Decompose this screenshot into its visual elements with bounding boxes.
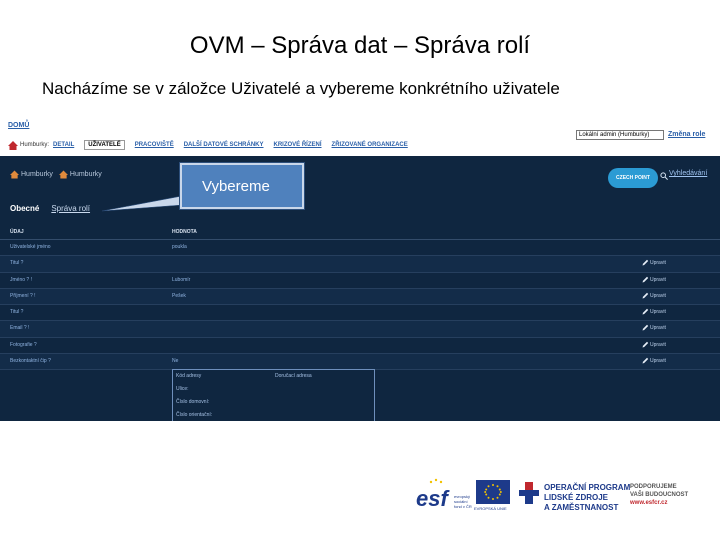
pencil-icon <box>642 259 649 266</box>
pencil-icon <box>642 324 649 331</box>
row-label: Jméno ? ! <box>10 276 32 283</box>
detail-tabs <box>10 204 90 213</box>
row-label: Fotografie ? <box>10 341 37 348</box>
pencil-icon <box>642 308 649 315</box>
orientation-number-label: Číslo orientační: <box>176 412 213 418</box>
row-label: Uživatelské jméno <box>10 244 51 250</box>
callout-box <box>180 163 304 209</box>
callout-text: Vybereme <box>202 178 270 195</box>
edit-button[interactable] <box>642 357 666 364</box>
home-icon <box>10 170 19 179</box>
col-item-header: ÚDAJ <box>10 229 24 235</box>
footer-logos <box>416 476 700 516</box>
address-panel <box>172 369 375 421</box>
tab-role-management[interactable]: Správa rolí <box>51 204 91 213</box>
table-row <box>0 289 720 305</box>
edit-button[interactable] <box>642 259 666 266</box>
pencil-icon <box>642 341 649 348</box>
support-url: www.esfcr.cz <box>630 500 668 506</box>
op-logo-icon <box>519 482 539 504</box>
breadcrumb-item[interactable]: Humburky <box>21 171 53 178</box>
edit-label: Upravit <box>650 341 666 348</box>
edit-label: Upravit <box>650 325 666 332</box>
tab-users[interactable]: UŽIVATELÉ <box>84 140 124 150</box>
op-program-text: OPERAČNÍ PROGRAM LIDSKÉ ZDROJE A ZAMĚSTNANOST <box>544 483 631 512</box>
czechpoint-logo: CZECH POINT <box>608 168 658 188</box>
table-row <box>0 256 720 272</box>
row-value: Ne <box>172 358 179 365</box>
edit-label: Upravit <box>650 309 666 316</box>
col-value-header: HODNOTA <box>172 229 197 235</box>
row-value: poukla <box>172 244 187 250</box>
breadcrumb <box>10 170 108 179</box>
user-table <box>0 226 720 370</box>
app-screenshot <box>0 118 720 421</box>
delivery-address-label: Doručací adresa <box>275 373 312 379</box>
table-row <box>0 273 720 289</box>
slide-subtitle: Nacházíme se v záložce Uživatelé a vybereme konkrétního uživatele <box>42 79 560 98</box>
table-row <box>0 321 720 337</box>
table-row <box>0 354 720 370</box>
edit-button[interactable] <box>642 341 666 348</box>
edit-button[interactable] <box>642 292 666 299</box>
role-select[interactable]: Lokální admin (Humburky) <box>576 130 664 140</box>
home-icon <box>8 141 18 150</box>
table-row <box>0 240 720 256</box>
edit-button[interactable] <box>642 308 666 315</box>
edit-label: Upravit <box>650 292 666 299</box>
table-header <box>0 226 720 240</box>
tab-crisis-management[interactable]: KRIZOVÉ ŘÍZENÍ <box>273 142 322 148</box>
row-label: Titul ? <box>10 309 24 316</box>
pencil-icon <box>642 276 649 283</box>
house-number-label: Číslo domovní: <box>176 399 210 405</box>
pencil-icon <box>642 292 649 299</box>
tab-general[interactable]: Obecné <box>10 204 40 213</box>
table-row <box>0 338 720 354</box>
edit-button[interactable] <box>642 324 666 331</box>
row-label: Titul ? <box>10 260 24 267</box>
change-role-link[interactable]: Změna role <box>668 131 706 138</box>
row-label: Příjmení ? ! <box>10 292 36 299</box>
row-value: Pešek <box>172 292 186 299</box>
pencil-icon <box>642 357 649 364</box>
eu-flag-icon <box>476 480 510 504</box>
eu-caption: EVROPSKÁ UNIE <box>474 506 507 511</box>
breadcrumb-item[interactable]: Humburky <box>69 171 102 178</box>
slide-title: OVM – Správa dat – Správa rolí <box>189 32 531 59</box>
main-nav <box>8 138 418 152</box>
app-header <box>0 118 720 156</box>
home-link[interactable]: DOMŮ <box>8 122 30 129</box>
edit-label: Upravit <box>650 260 666 267</box>
row-label: Bezkontaktní čip ? <box>10 358 51 365</box>
edit-label: Upravit <box>650 358 666 365</box>
row-label: Email ? ! <box>10 325 30 332</box>
tab-detail[interactable]: DETAIL <box>53 142 75 148</box>
esf-caption: evropský sociální fond v ČR <box>454 494 472 509</box>
tab-established-orgs[interactable]: ZŘIZOVANÉ ORGANIZACE <box>331 142 408 148</box>
edit-button[interactable] <box>642 276 666 283</box>
org-label: Humburky: <box>20 142 50 148</box>
address-code-label: Kód adresy <box>176 373 202 379</box>
table-row <box>0 305 720 321</box>
street-label: Ulice: <box>176 386 189 392</box>
home-icon <box>59 170 68 179</box>
tab-workplaces[interactable]: PRACOVIŠTĚ <box>134 142 174 148</box>
search-icon <box>660 172 668 180</box>
search-link[interactable]: Vyhledávání <box>669 170 708 177</box>
support-text: PODPORUJEME VAŠI BUDOUCNOST www.esfcr.cz <box>630 484 689 506</box>
edit-label: Upravit <box>650 276 666 283</box>
svg-text:esf: esf <box>416 486 448 510</box>
tab-other-databoxes[interactable]: DALŠÍ DATOVÉ SCHRÁNKY <box>183 142 264 148</box>
row-value: Lubomír <box>172 276 191 283</box>
